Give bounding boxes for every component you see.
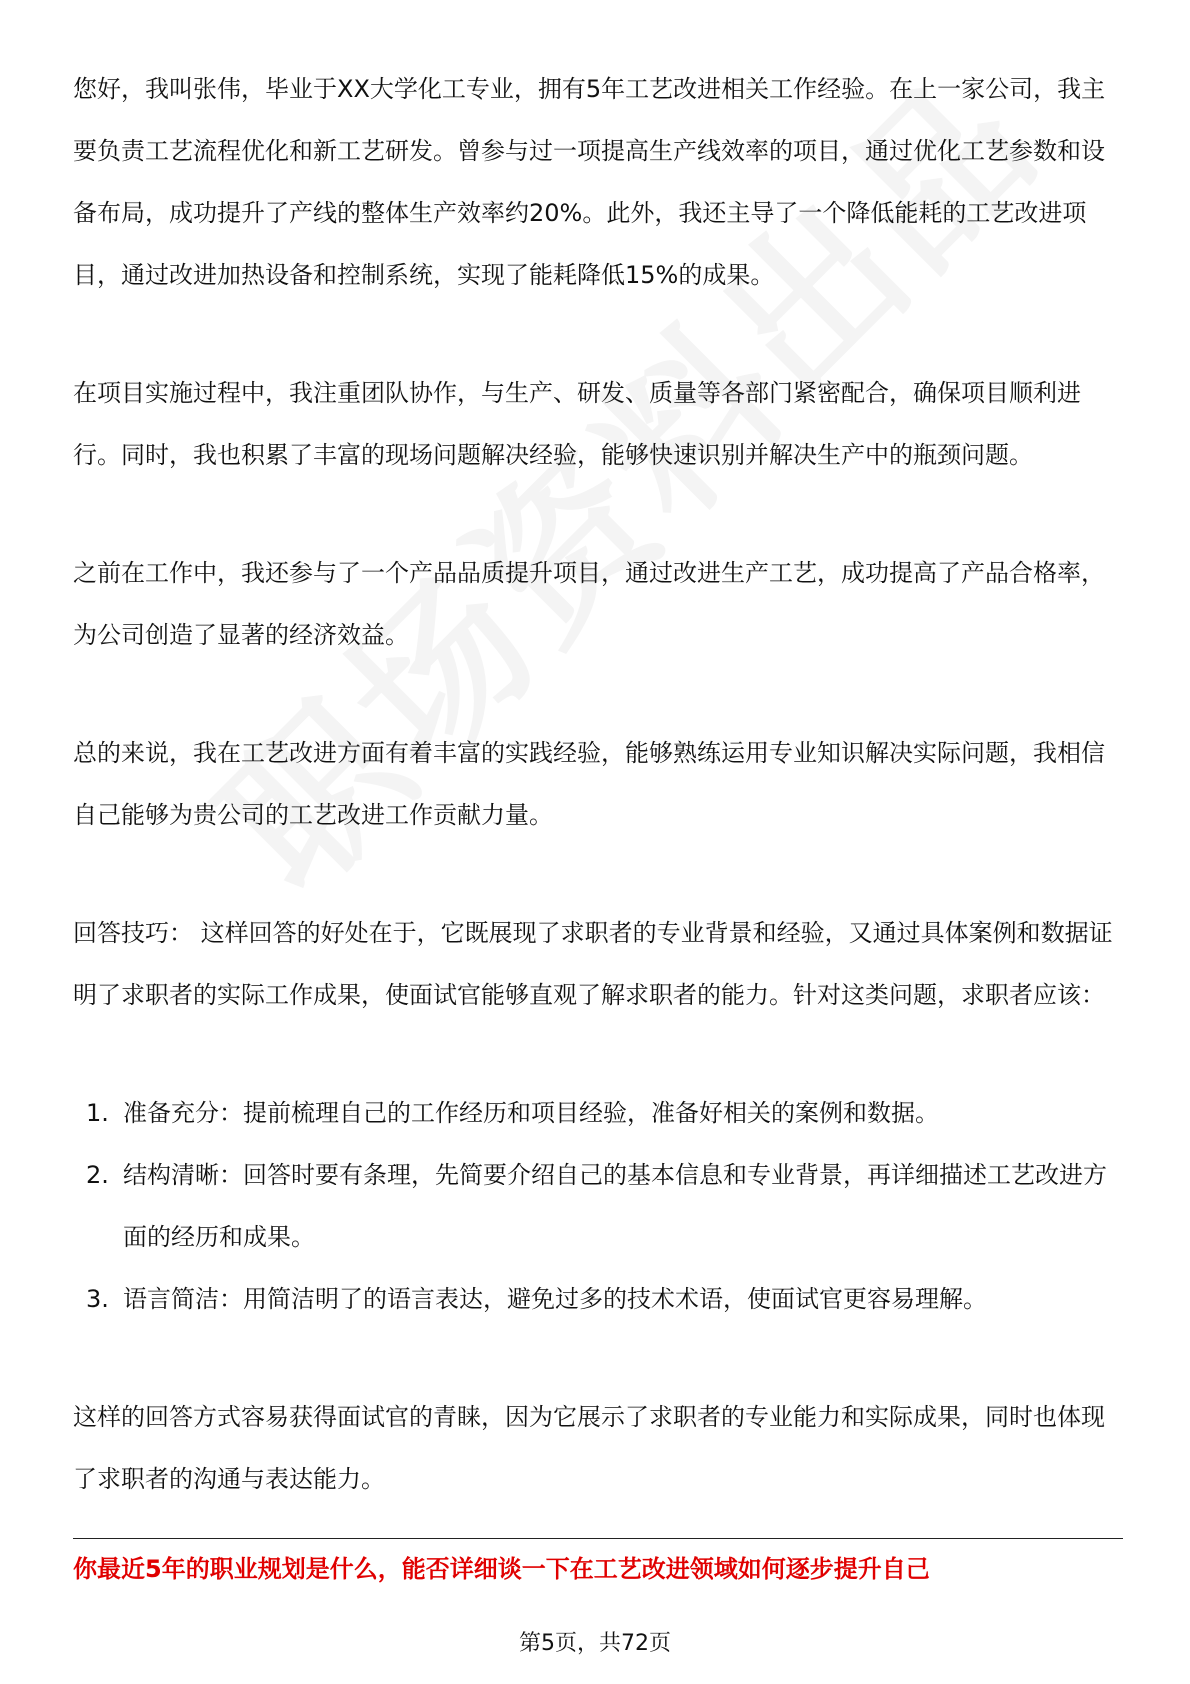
list-text: 结构清晰：回答时要有条理，先简要介绍自己的基本信息和专业背景，再详细描述工艺改进方面的经历和成果。 (123, 1161, 1107, 1251)
list-text: 语言简洁：用简洁明了的语言表达，避免过多的技术术语，使面试官更容易理解。 (123, 1285, 987, 1313)
paragraph-tips-intro: 回答技巧： 这样回答的好处在于，它既展现了求职者的专业背景和经验，又通过具体案例和数据证明了求职者的实际工作成果，使面试官能够直观了解求职者的能力。针对这类问题，求职者应该： (73, 919, 1113, 1009)
paragraph-closing: 这样的回答方式容易获得面试官的青睐，因为它展示了求职者的专业能力和实际成果，同时也体现了求职者的沟通与表达能力。 (73, 1403, 1105, 1493)
paragraph-quality: 之前在工作中，我还参与了一个产品品质提升项目，通过改进生产工艺，成功提高了产品合格率，为公司创造了显著的经济效益。 (73, 559, 1105, 649)
answer-body (73, 58, 1123, 1566)
list-text: 准备充分：提前梳理自己的工作经历和项目经验，准备好相关的案例和数据。 (123, 1099, 939, 1127)
page-number: 第5页，共72页 (519, 1631, 671, 1656)
section-divider (73, 1538, 1123, 1539)
list-item (73, 1144, 1123, 1268)
list-number: 3. (86, 1285, 109, 1313)
list-number: 2. (86, 1161, 109, 1189)
paragraph-teamwork: 在项目实施过程中，我注重团队协作，与生产、研发、质量等各部门紧密配合，确保项目顺利进行。同时，我也积累了丰富的现场问题解决经验，能够快速识别并解决生产中的瓶颈问题。 (73, 379, 1081, 469)
list-item (73, 1268, 1123, 1330)
paragraph-intro: 您好，我叫张伟，毕业于XX大学化工专业，拥有5年工艺改进相关工作经验。在上一家公司，我主要负责工艺流程优化和新工艺研发。曾参与过一项提高生产线效率的项目，通过优化工艺参数和设备布局，成功提升了产线的整体生产效率约20%。此外，我还主导了一个降低能耗的工艺改进项目，通过改进加热设备和控制系统，实现了能耗降低15%的成果。 (73, 75, 1106, 289)
list-number: 1. (86, 1099, 109, 1127)
list-item (73, 1082, 1123, 1144)
next-question-heading: 你最近5年的职业规划是什么，能否详细谈一下在工艺改进领域如何逐步提升自己 (73, 1555, 930, 1583)
tips-list (73, 1082, 1123, 1330)
paragraph-summary: 总的来说，我在工艺改进方面有着丰富的实践经验，能够熟练运用专业知识解决实际问题，我相信自己能够为贵公司的工艺改进工作贡献力量。 (73, 739, 1105, 829)
